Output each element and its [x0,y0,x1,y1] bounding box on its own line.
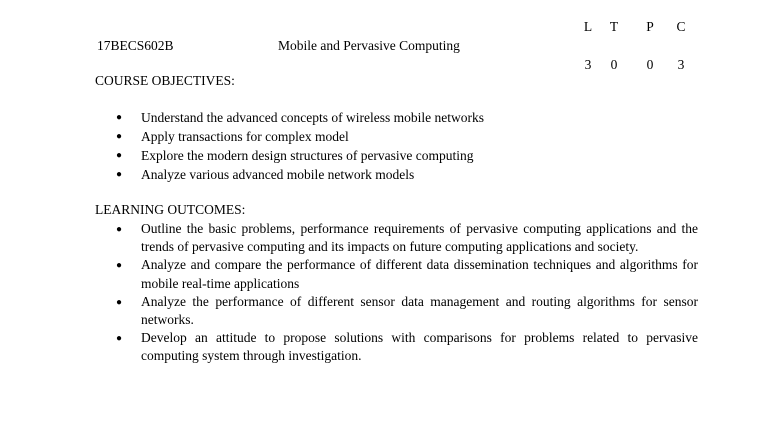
objective-text: Understand the advanced concepts of wireless mobile networks [141,110,485,125]
list-item [0,220,784,256]
outcome-text: Analyze and compare the performance of different data dissemination techniques and algorithms for mobile real-time applications [141,257,698,291]
course-code: 17BECS602B [97,38,174,53]
objective-text: Analyze various advanced mobile network models [141,167,415,182]
objective-text: Apply transactions for complex model [141,129,349,144]
bullet-icon: ● [116,333,123,345]
ltpc-label-c: C [676,19,686,34]
objective-text: Explore the modern design structures of pervasive computing [141,148,474,163]
ltpc-label-p: P [646,19,654,34]
bullet-icon: ● [116,112,123,123]
bullet-icon: ● [116,260,123,272]
outcomes-heading: LEARNING OUTCOMES: [95,202,246,217]
list-item [0,127,784,146]
objectives-heading: COURSE OBJECTIVES: [95,73,235,88]
bullet-icon: ● [116,131,123,142]
bullet-icon: ● [116,296,123,308]
bullet-icon: ● [116,150,123,161]
outcomes-list [0,220,784,366]
list-item [0,329,784,365]
list-item [0,293,784,329]
outcome-text: Develop an attitude to propose solutions with comparisons for problems related to pervasive computing system through investigation. [141,330,698,364]
outcome-text: Analyze the performance of different sensor data management and routing algorithms for sensor networks. [141,293,698,328]
objectives-list [0,108,784,184]
bullet-icon: ● [116,169,123,180]
ltpc-value-p: 0 [646,57,654,72]
list-item [0,108,784,127]
ltpc-value-t: 0 [610,57,618,72]
ltpc-value-l: 3 [584,57,592,72]
ltpc-label-l: L [583,19,593,34]
list-item [0,146,784,165]
list-item [0,256,784,292]
course-title: Mobile and Pervasive Computing [278,38,460,53]
ltpc-value-c: 3 [677,57,685,72]
ltpc-label-t: T [609,19,619,34]
list-item [0,165,784,184]
outcome-text: Outline the basic problems, performance requirements of pervasive computing applications and the trends of pervasive computing and its impacts on future computing applications and society. [141,221,698,255]
bullet-icon: ● [116,224,123,235]
